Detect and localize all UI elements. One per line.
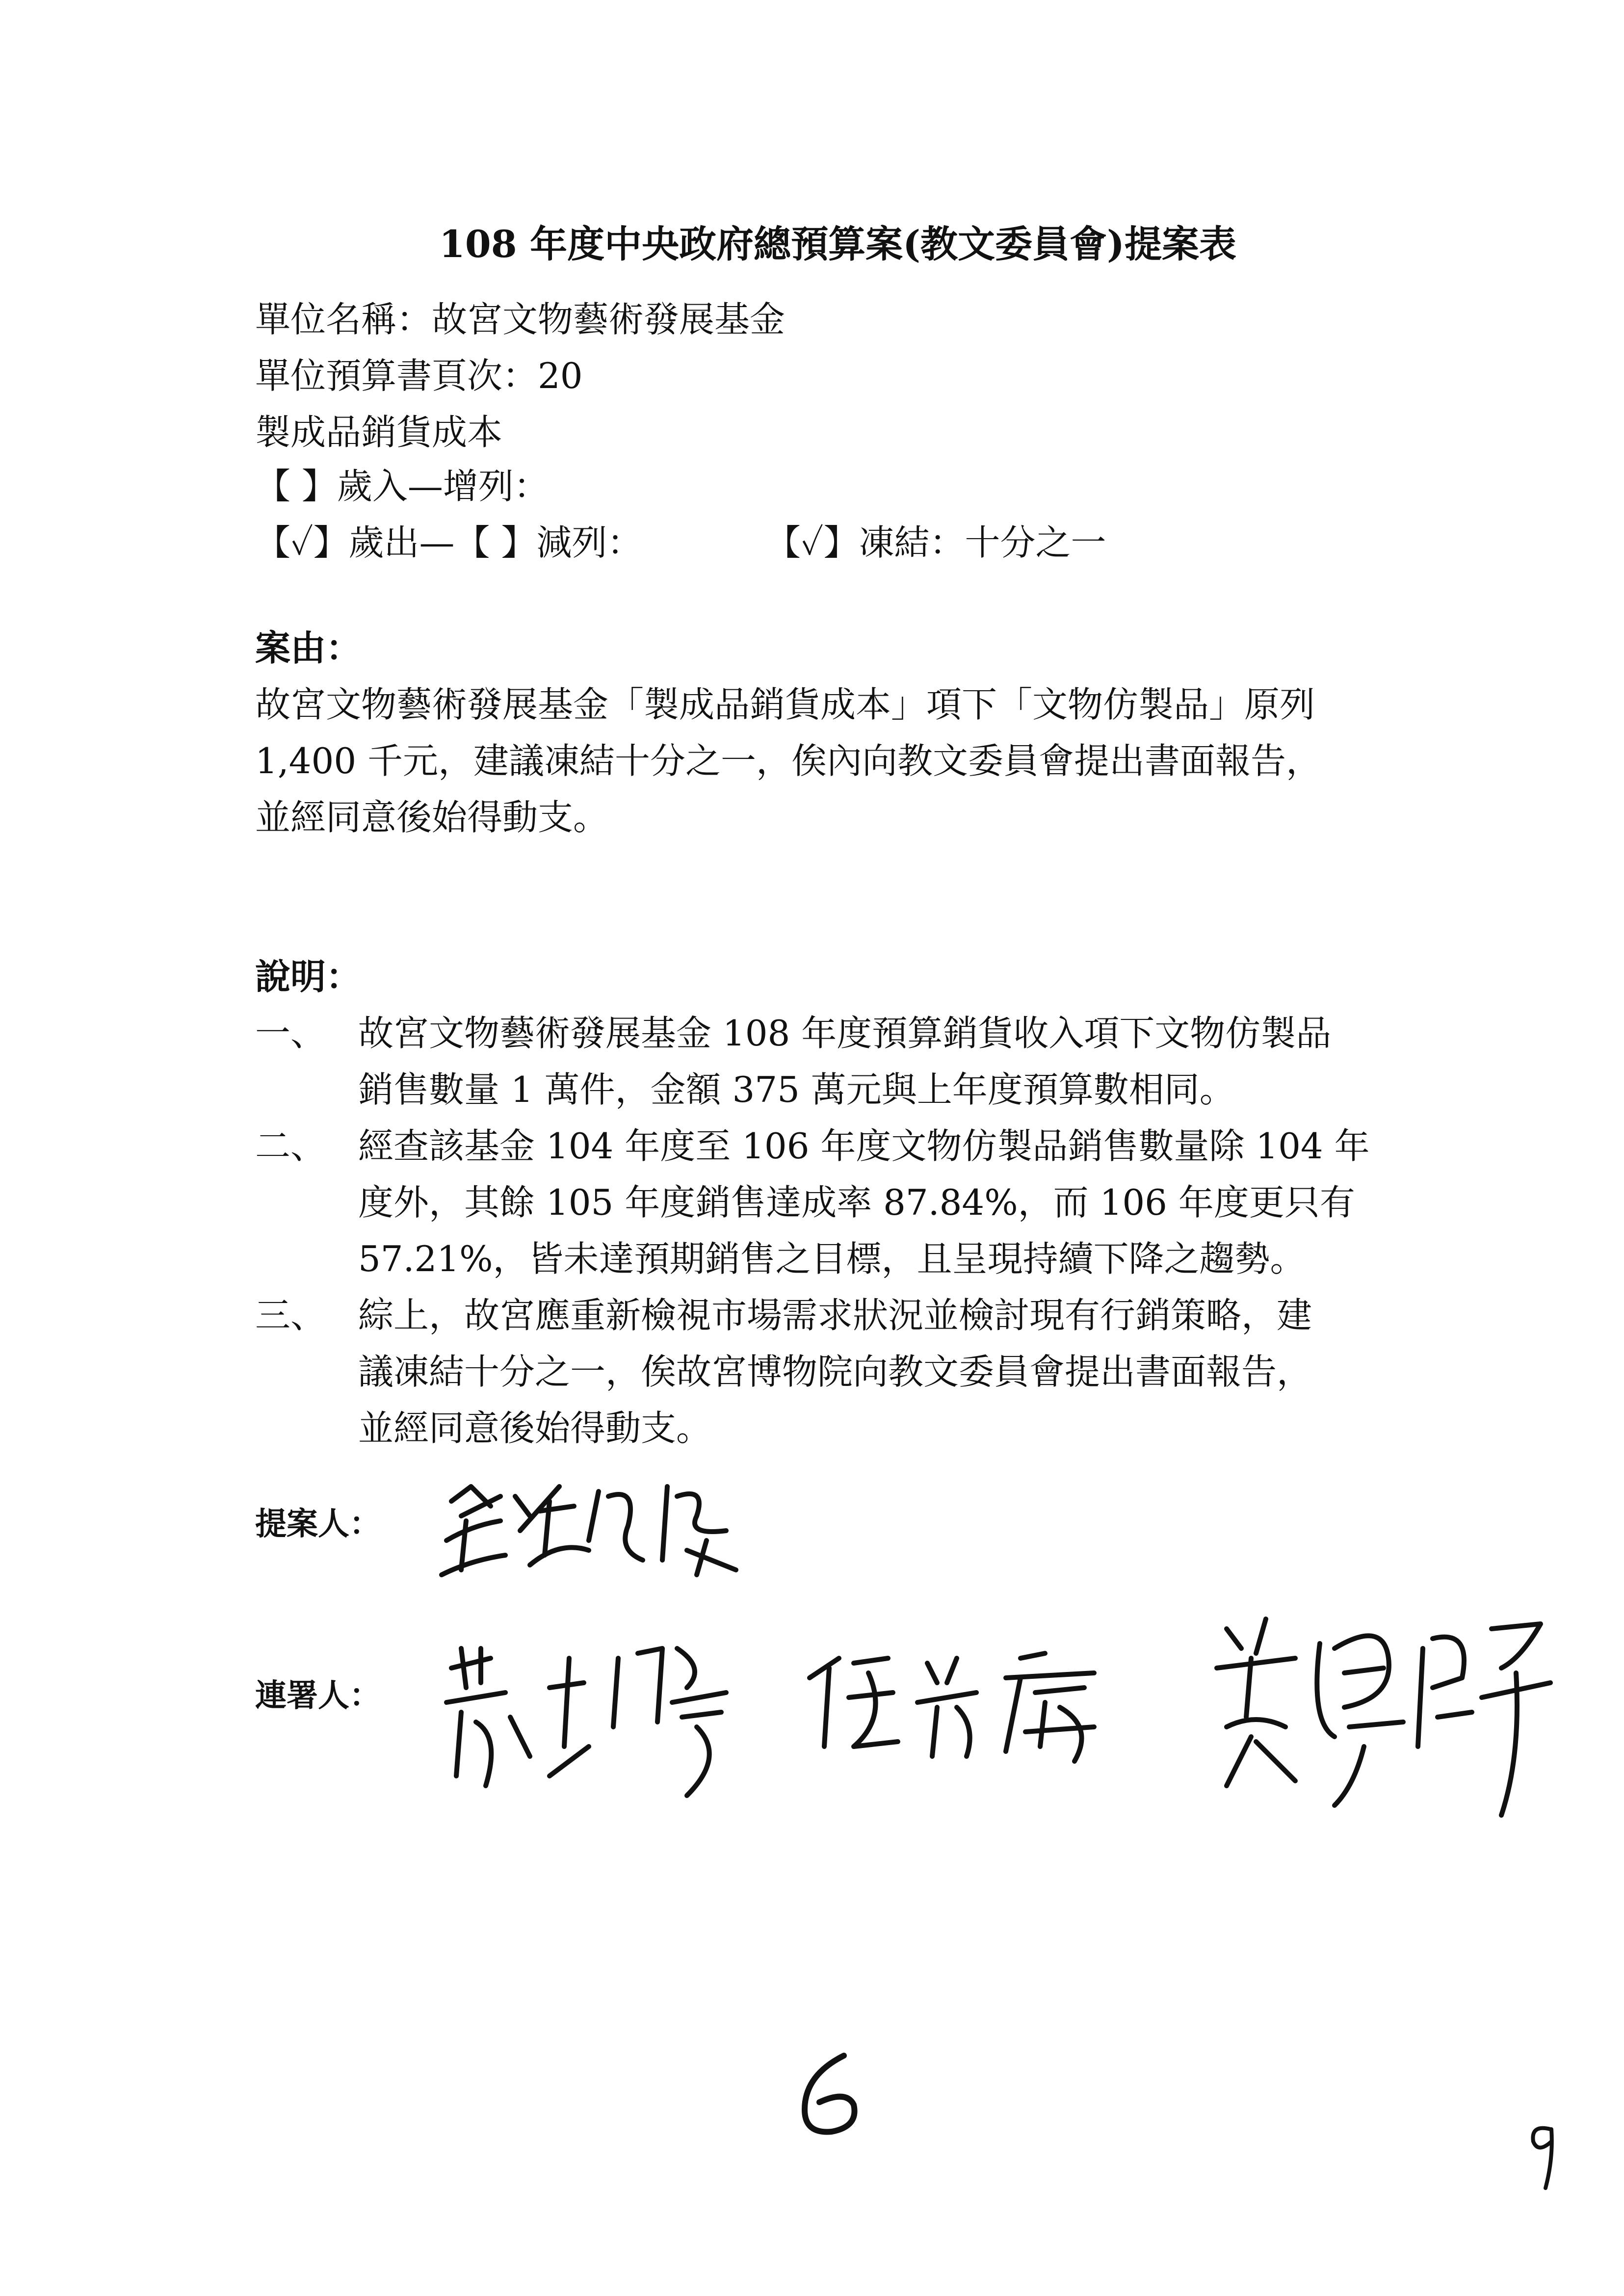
item-2-line-2: 度外，其餘 105 年度銷售達成率 87.84%，而 106 年度更只有: [358, 1182, 1355, 1223]
reason-line-2: 1,400 千元，建議凍結十分之一，俟內向教文委員會提出書面報告，: [255, 740, 1322, 782]
cosigner-label: 連署人：: [255, 1677, 381, 1714]
item-2-line-3: 57.21%，皆未達預期銷售之目標，且呈現持續下降之趨勢。: [358, 1238, 1306, 1279]
item-2-line-1: 經查該基金 104 年度至 106 年度文物仿製品銷售數量除 104 年: [358, 1125, 1370, 1167]
explanation-heading: 說明：: [255, 956, 362, 997]
proposer-label: 提案人：: [255, 1506, 381, 1542]
item-3-line-1: 綜上，故宮應重新檢視市場需求狀況並檢討現有行銷策略，建: [358, 1295, 1312, 1336]
corner-mark-handwritten: [1521, 2114, 1565, 2193]
cosigner-signature-3: [1197, 1599, 1580, 1835]
option-expenditure: 【✓】歲出—【 】減列：: [255, 522, 643, 563]
reason-line-3: 並經同意後始得動支。: [255, 797, 609, 838]
item-3-line-3: 並經同意後始得動支。: [358, 1408, 712, 1449]
item-number-2: 二、: [255, 1125, 326, 1167]
budget-page: 單位預算書頁次：20: [255, 355, 583, 396]
page-number-handwritten: [785, 2046, 873, 2144]
item-1-line-1: 故宮文物藝術發展基金 108 年度預算銷貨收入項下文物仿製品: [358, 1013, 1332, 1054]
item-3-line-2: 議凍結十分之一，俟故宮博物院向教文委員會提出書面報告，: [358, 1351, 1312, 1392]
reason-line-1: 故宮文物藝術發展基金「製成品銷貨成本」項下「文物仿製品」原列: [255, 684, 1315, 725]
cosigner-signature-1: [432, 1629, 765, 1805]
item-number-3: 三、: [255, 1295, 326, 1336]
cosigner-signature-2: [790, 1629, 1163, 1776]
unit-name: 單位名稱：故宮文物藝術發展基金: [255, 299, 786, 340]
reason-heading: 案由：: [255, 627, 362, 669]
option-freeze: 【✓】凍結：十分之一: [765, 522, 1106, 563]
item-1-line-2: 銷售數量 1 萬件，金額 375 萬元與上年度預算數相同。: [358, 1069, 1235, 1110]
proposer-signature: [432, 1467, 765, 1585]
item-number-1: 一、: [255, 1013, 326, 1054]
item-name: 製成品銷貨成本: [255, 412, 503, 453]
document-title: 108 年度中央政府總預算案(教文委員會)提案表: [439, 222, 1237, 266]
option-revenue: 【 】歲入—增列：: [255, 466, 549, 507]
